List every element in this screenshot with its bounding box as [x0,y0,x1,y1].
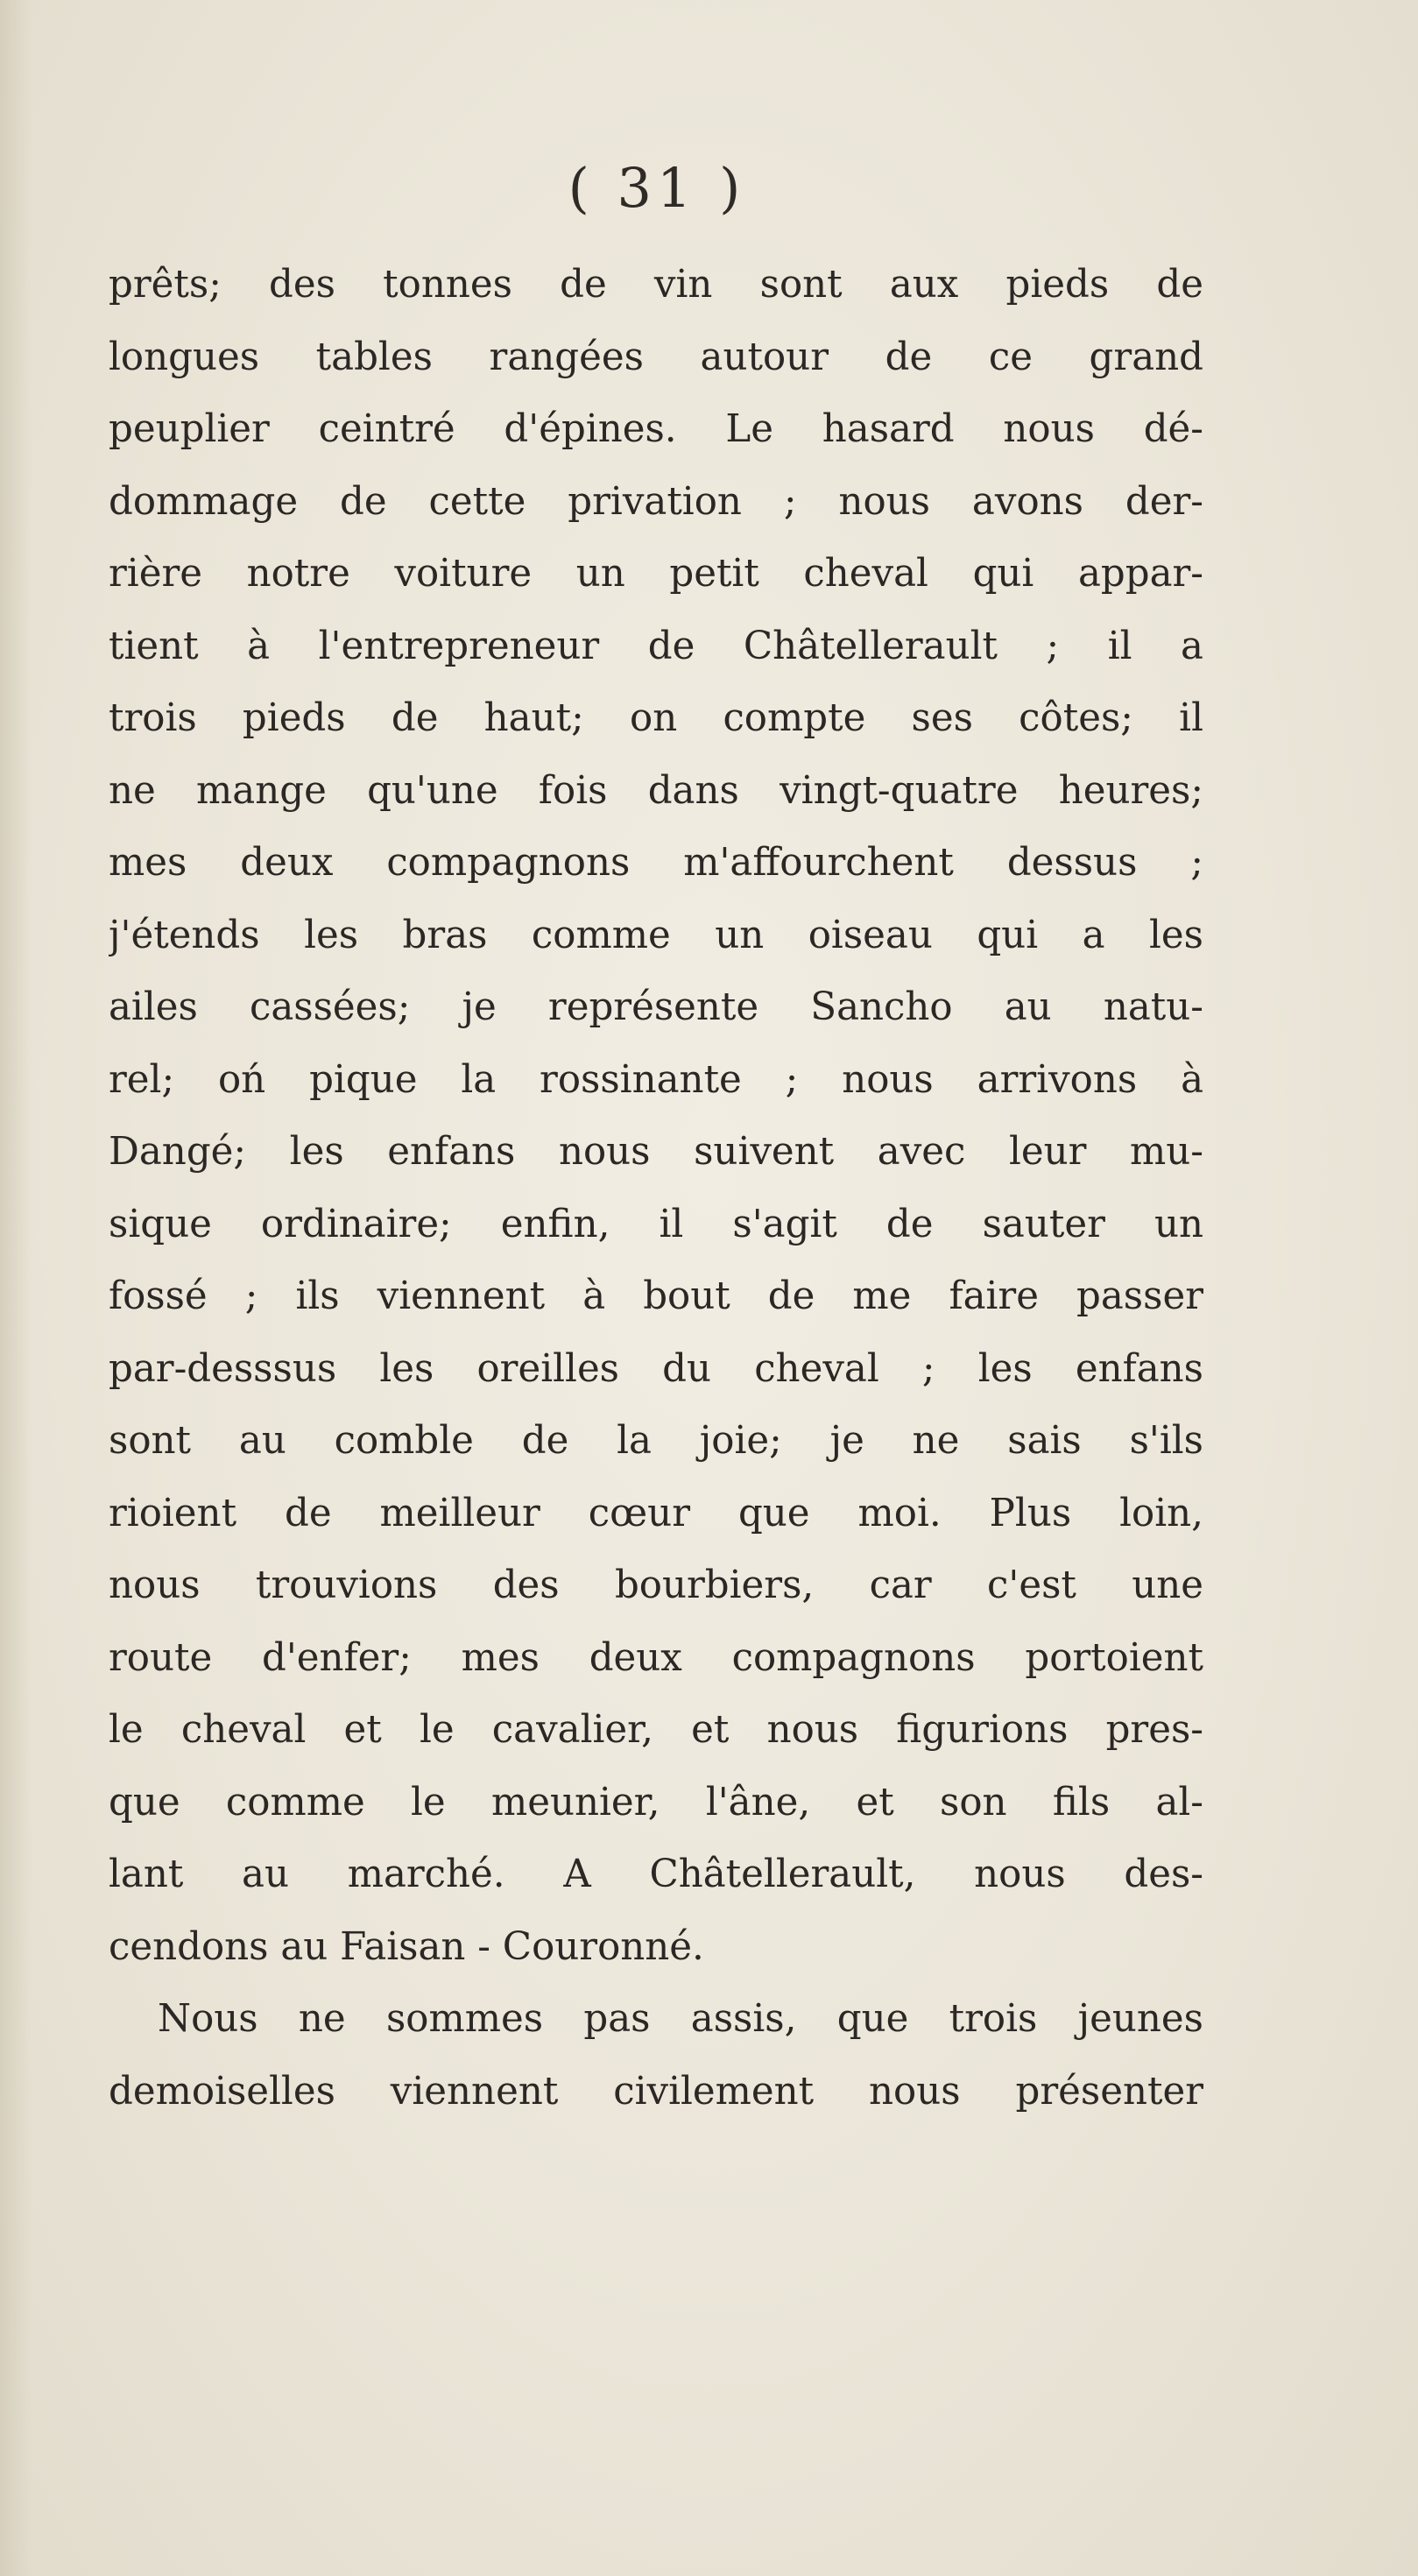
text-line: lant au marché. A Châtellerault, nous des- [109,1853,1203,1896]
text-line: demoiselles viennent civilement nous présenter [109,2069,1203,2114]
text-line: dommage de cette privation ; nous avons der- [109,479,1203,524]
text-line: rel; oń pique la rossinante ; nous arrivons à [109,1057,1203,1102]
text-line: le cheval et le cavalier, et nous figurions pres- [109,1708,1203,1752]
page-number: ( 31 ) [568,156,746,220]
body-text [109,249,1203,2128]
text-line: Dangé; les enfans nous suivent avec leur mu- [109,1130,1203,1174]
text-line: par-desssus les oreilles du cheval ; les enfans [109,1346,1203,1391]
text-line: rioient de meilleur cœur que moi. Plus loin, [109,1491,1203,1535]
page-gutter-shadow [0,0,32,2576]
text-line: rière notre voiture un petit cheval qui appar- [109,552,1203,596]
text-line: mes deux compagnons m'affourchent dessus ; [109,841,1203,885]
text-line: longues tables rangées autour de ce grand [109,335,1203,379]
text-line: fossé ; ils viennent à bout de me faire passer [109,1274,1203,1318]
paragraph-end-line: cendons au Faisan - Couronné. [109,1924,704,1969]
text-line: ne mange qu'une fois dans vingt-quatre heures; [109,768,1203,813]
text-line: j'étends les bras comme un oiseau qui a les [109,913,1203,957]
paragraph-start-line: Nous ne sommes pas assis, que trois jeunes [158,1997,1203,2041]
text-line: prêts; des tonnes de vin sont aux pieds de [109,263,1203,307]
text-line: tient à l'entrepreneur de Châtellerault ; il a [109,624,1203,668]
text-line: ailes cassées; je représente Sancho au natu- [109,985,1203,1029]
text-line: peuplier ceintré d'épines. Le hasard nous dé- [109,407,1203,451]
text-line: sique ordinaire; enfin, il s'agit de sauter un [109,1202,1203,1246]
text-line: que comme le meunier, l'âne, et son fils al- [109,1780,1203,1824]
text-line: sont au comble de la joie; je ne sais s'ils [109,1419,1203,1463]
text-line: nous trouvions des bourbiers, car c'est une [109,1563,1203,1607]
text-line: trois pieds de haut; on compte ses côtes; il [109,696,1203,740]
text-line: route d'enfer; mes deux compagnons portoient [109,1635,1203,1680]
